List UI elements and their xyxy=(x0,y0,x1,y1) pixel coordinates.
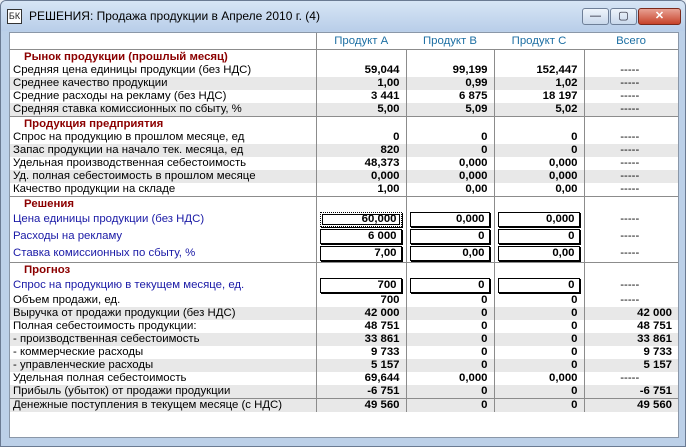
value-cell-c: 1,02 xyxy=(494,77,584,90)
value-cell-a xyxy=(316,228,406,245)
row-label: - коммерческие расходы xyxy=(10,346,316,359)
empty-cell xyxy=(494,50,584,65)
value-cell-c: 0 xyxy=(494,346,584,359)
table-row xyxy=(10,307,678,320)
table-row xyxy=(10,183,678,197)
value-cell-b: 5,09 xyxy=(406,103,494,117)
value-cell-c: 0,000 xyxy=(494,157,584,170)
row-label: Денежные поступления в текущем месяце (с НДС) xyxy=(10,399,316,413)
value-cell-a: 820 xyxy=(316,144,406,157)
value-cell-c: 0 xyxy=(494,320,584,333)
value-cell-c: 0,000 xyxy=(494,372,584,385)
data-grid xyxy=(9,32,679,438)
value-input-a[interactable]: 700 xyxy=(320,278,402,293)
window-title: РЕШЕНИЯ: Продажа продукции в Апреле 2010 г. (4) xyxy=(29,9,320,23)
value-cell-a: 33 861 xyxy=(316,333,406,346)
total-cell: ----- xyxy=(584,77,678,90)
minimize-button[interactable]: — xyxy=(582,8,609,25)
empty-cell xyxy=(584,263,678,278)
value-cell-b: 0 xyxy=(406,346,494,359)
title-bar[interactable] xyxy=(1,1,685,31)
value-cell-b xyxy=(406,277,494,294)
value-cell-b: 6 875 xyxy=(406,90,494,103)
total-cell: ----- xyxy=(620,279,640,291)
empty-cell xyxy=(584,50,678,65)
section-title: Прогноз xyxy=(10,263,316,278)
value-cell-a: 3 441 xyxy=(316,90,406,103)
value-cell-a: 59,044 xyxy=(316,64,406,77)
section-header xyxy=(10,117,678,132)
total-cell: ----- xyxy=(620,157,640,169)
total-cell: ----- xyxy=(620,213,640,225)
value-input-b[interactable]: 0,000 xyxy=(410,212,490,227)
table-row xyxy=(10,170,678,183)
empty-cell xyxy=(406,197,494,212)
row-label: Расходы на рекламу xyxy=(10,228,316,245)
value-cell-c: 0 xyxy=(494,333,584,346)
total-cell: ----- xyxy=(620,90,640,102)
value-cell-a: 1,00 xyxy=(316,77,406,90)
value-input-a[interactable]: 60,000 xyxy=(320,212,402,227)
value-cell-c xyxy=(494,211,584,228)
value-cell-a: 700 xyxy=(316,294,406,307)
total-cell: 33 861 xyxy=(584,333,678,346)
row-label: Спрос на продукцию в прошлом месяце, ед xyxy=(10,131,316,144)
table-row xyxy=(10,333,678,346)
value-input-b[interactable]: 0,00 xyxy=(410,246,490,261)
value-cell-b: 0,000 xyxy=(406,170,494,183)
col-header-total: Всего xyxy=(584,33,678,50)
value-cell-a: 48 751 xyxy=(316,320,406,333)
app-icon: БК xyxy=(7,9,22,24)
total-cell: -6 751 xyxy=(584,385,678,399)
row-label: Запас продукции на начало тек. месяца, ед xyxy=(10,144,316,157)
row-label: Ставка комиссионных по сбыту, % xyxy=(10,245,316,263)
value-cell-c: 0 xyxy=(494,144,584,157)
section-title: Решения xyxy=(10,197,316,212)
value-cell-b: 0,00 xyxy=(406,183,494,197)
value-input-a[interactable]: 7,00 xyxy=(320,246,402,261)
row-label: Цена единицы продукции (без НДС) xyxy=(10,211,316,228)
row-label: Полная себестоимость продукции: xyxy=(10,320,316,333)
value-cell-a xyxy=(316,211,406,228)
value-cell-b xyxy=(406,245,494,263)
table-row xyxy=(10,294,678,307)
value-cell-a: -6 751 xyxy=(316,385,406,399)
total-cell: ----- xyxy=(584,103,678,117)
value-input-b[interactable]: 0 xyxy=(410,278,490,293)
row-label: Объем продажи, ед. xyxy=(10,294,316,307)
empty-cell xyxy=(316,50,406,65)
value-cell-c: 0 xyxy=(494,131,584,144)
value-cell-a: 48,373 xyxy=(316,157,406,170)
row-label: - управленческие расходы xyxy=(10,359,316,372)
empty-cell xyxy=(494,263,584,278)
total-cell: ----- xyxy=(584,144,678,157)
section-header xyxy=(10,50,678,65)
value-cell-c: 0 xyxy=(494,399,584,413)
total-cell: 48 751 xyxy=(637,320,672,332)
empty-cell xyxy=(584,117,678,132)
value-cell-b: 0 xyxy=(406,320,494,333)
input-row xyxy=(10,228,678,245)
maximize-button[interactable]: ▢ xyxy=(610,8,637,25)
row-label: Средние расходы на рекламу (без НДС) xyxy=(10,90,316,103)
total-cell: ----- xyxy=(620,183,640,195)
row-label: Удельная производственная себестоимость xyxy=(10,157,316,170)
value-cell-c: 0 xyxy=(494,385,584,399)
empty-cell xyxy=(406,50,494,65)
empty-cell xyxy=(316,263,406,278)
row-label: Средняя ставка комиссионных по сбыту, % xyxy=(10,103,316,117)
table-row xyxy=(10,103,678,117)
value-cell-a: 49 560 xyxy=(316,399,406,413)
value-cell-a: 1,00 xyxy=(316,183,406,197)
row-label: Спрос на продукцию в текущем месяце, ед. xyxy=(10,277,316,294)
total-cell: 9 733 xyxy=(643,346,672,358)
row-label: Выручка от продажи продукции (без НДС) xyxy=(10,307,316,320)
row-label: Среднее качество продукции xyxy=(10,77,316,90)
empty-cell xyxy=(406,117,494,132)
value-cell-c xyxy=(494,228,584,245)
value-cell-a: 9 733 xyxy=(316,346,406,359)
total-cell: ----- xyxy=(620,131,640,143)
value-input-c[interactable]: 0,000 xyxy=(498,212,580,227)
table-row xyxy=(10,399,678,413)
table-row xyxy=(10,359,678,372)
value-cell-b: 0 xyxy=(406,359,494,372)
header-row xyxy=(10,33,678,50)
value-cell-c: 152,447 xyxy=(494,64,584,77)
table-row xyxy=(10,157,678,170)
value-cell-a: 69,644 xyxy=(316,372,406,385)
header-label-cell xyxy=(10,33,316,50)
table-row xyxy=(10,346,678,359)
value-cell-b: 0 xyxy=(406,385,494,399)
value-cell-b: 99,199 xyxy=(406,64,494,77)
value-cell-b: 0 xyxy=(406,144,494,157)
value-cell-a: 42 000 xyxy=(316,307,406,320)
section-title: Продукция предприятия xyxy=(10,117,316,132)
section-title: Рынок продукции (прошлый месяц) xyxy=(10,50,316,65)
value-cell-a: 5 157 xyxy=(316,359,406,372)
total-cell: ----- xyxy=(620,294,640,306)
value-cell-b: 0 xyxy=(406,294,494,307)
section-header xyxy=(10,263,678,278)
total-cell: 42 000 xyxy=(584,307,678,320)
total-cell: ----- xyxy=(620,372,640,384)
value-cell-c: 0 xyxy=(494,359,584,372)
total-cell: 49 560 xyxy=(584,399,678,413)
row-label: Средняя цена единицы продукции (без НДС) xyxy=(10,64,316,77)
row-label: Уд. полная себестоимость в прошлом месяце xyxy=(10,170,316,183)
value-cell-a: 0,000 xyxy=(316,170,406,183)
table-row xyxy=(10,90,678,103)
row-label: - производственная себестоимость xyxy=(10,333,316,346)
value-cell-a xyxy=(316,277,406,294)
value-input-c[interactable]: 0 xyxy=(498,229,580,244)
table-row xyxy=(10,320,678,333)
value-cell-a: 0 xyxy=(316,131,406,144)
value-cell-b: 0,000 xyxy=(406,372,494,385)
total-cell: ----- xyxy=(584,170,678,183)
table-row xyxy=(10,372,678,385)
value-cell-b: 0 xyxy=(406,333,494,346)
row-label: Прибыль (убыток) от продажи продукции xyxy=(10,385,316,399)
empty-cell xyxy=(494,117,584,132)
value-cell-a xyxy=(316,245,406,263)
value-cell-b: 0 xyxy=(406,131,494,144)
value-input-a[interactable]: 6 000 xyxy=(320,229,402,244)
col-header-product-b: Продукт B xyxy=(406,33,494,50)
value-input-c[interactable]: 0 xyxy=(498,278,580,293)
value-cell-b: 0,000 xyxy=(406,157,494,170)
table-row xyxy=(10,77,678,90)
table-row xyxy=(10,64,678,77)
value-cell-c: 0 xyxy=(494,307,584,320)
total-cell: 5 157 xyxy=(584,359,678,372)
close-button[interactable]: ✕ xyxy=(638,8,681,25)
value-cell-c xyxy=(494,277,584,294)
empty-cell xyxy=(406,263,494,278)
empty-cell xyxy=(316,197,406,212)
empty-cell xyxy=(316,117,406,132)
value-cell-c: 0,000 xyxy=(494,170,584,183)
col-header-product-c: Продукт C xyxy=(494,33,584,50)
value-cell-c: 0,00 xyxy=(494,183,584,197)
input-row xyxy=(10,245,678,263)
table-row xyxy=(10,131,678,144)
table-row xyxy=(10,385,678,399)
total-cell: ----- xyxy=(620,247,640,259)
input-row xyxy=(10,211,678,228)
value-cell-b: 0,99 xyxy=(406,77,494,90)
empty-cell xyxy=(494,197,584,212)
value-cell-c: 0 xyxy=(494,294,584,307)
value-cell-a: 5,00 xyxy=(316,103,406,117)
total-cell: ----- xyxy=(620,230,640,242)
value-cell-b xyxy=(406,211,494,228)
value-input-c[interactable]: 0,00 xyxy=(498,246,580,261)
section-header xyxy=(10,197,678,212)
value-cell-c xyxy=(494,245,584,263)
value-input-b[interactable]: 0 xyxy=(410,229,490,244)
total-cell: ----- xyxy=(620,64,640,76)
value-cell-b xyxy=(406,228,494,245)
value-cell-c: 5,02 xyxy=(494,103,584,117)
row-label: Удельная полная себестоимость xyxy=(10,372,316,385)
empty-cell xyxy=(584,197,678,212)
value-cell-b: 0 xyxy=(406,307,494,320)
col-header-product-a: Продукт A xyxy=(316,33,406,50)
value-cell-b: 0 xyxy=(406,399,494,413)
value-cell-c: 18 197 xyxy=(494,90,584,103)
table-row xyxy=(10,144,678,157)
row-label: Качество продукции на складе xyxy=(10,183,316,197)
input-row xyxy=(10,277,678,294)
